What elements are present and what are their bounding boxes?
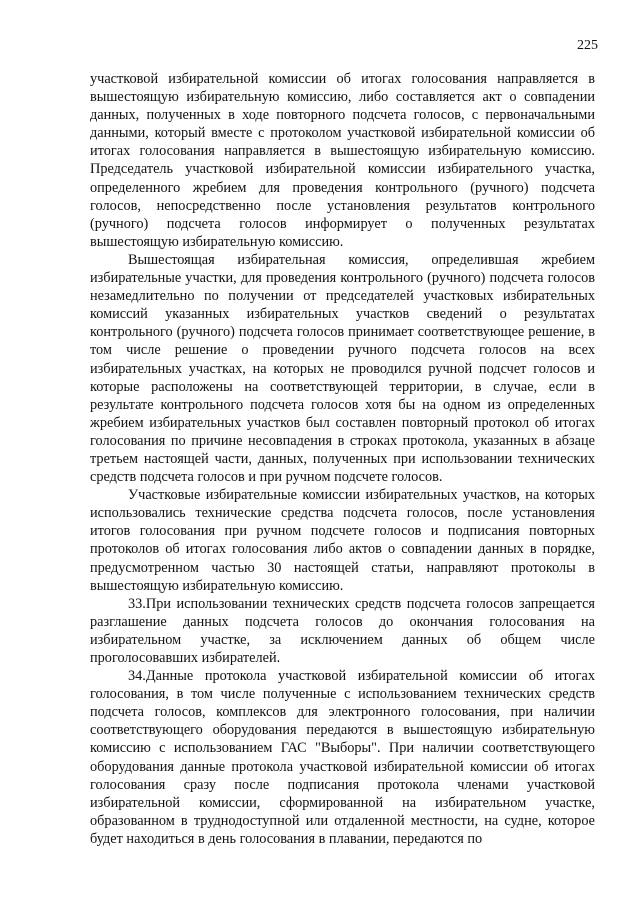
paragraph-higher-commission-decision: Вышестоящая избирательная комиссия, определившая жребием избирательные участки, для проведения контрольного (ручного) подсчета голосов незамедлительно по получении от председателей участковых избирательных комиссий указанных избирательных участков сведений о результатах контрольного (ручного) подсчета голосов принимает соответствующее решение, в том числе решение о проведении ручного подсчета голосов на всех избирательных участках, на которых не проводился ручной подсчет голосов и которые расположены на соответствующей территории, в случае, если в результате контрольного подсчета голосов хотя бы на одном из определенных жребием избирательных участков был составлен повторный протокол об итогах голосования по причине несовпадения в строках протокола, указанных в абзаце третьем настоящей части, данных, полученных при использовании технических средств подсчета голосов и при ручном подсчете голосов. <box>90 251 595 486</box>
paragraph-continuation: участковой избирательной комиссии об итогах голосования направляется в вышестоящую избирательную комиссию, либо составляется акт о совпадении данных, полученных в ходе повторного подсчета голосов, с первоначальными данными, который вместе с протоколом участковой избирательной комиссии об итогах голосования направляется в вышестоящую избирательную комиссию. Председатель участковой избирательной комиссии избирательного участка, определенного жребием для проведения контрольного (ручного) подсчета голосов, непосредственно после установления результатов контрольного (ручного) подсчета голосов информирует о полученных результатах вышестоящую избирательную комиссию. <box>90 71 595 250</box>
paragraph-clause-33: 33.При использовании технических средств подсчета голосов запрещается разглашение данных подсчета голосов до окончания голосования на избирательном участке, за исключением данных об общем числе проголосовавших избирателей. <box>90 595 595 666</box>
page-number: 225 <box>577 38 598 53</box>
paragraph-clause-34: 34.Данные протокола участковой избирательной комиссии об итогах голосования, в том числе полученные с использованием технических средств подсчета голосов, комплексов для электронного голосования, при наличии соответствующего оборудования передаются в вышестоящую избирательную комиссию с использованием ГАС "Выборы". При наличии соответствующего оборудования данные протокола участковой избирательной комиссии об итогах голосования сразу после подписания протокола членами участковой избирательной комиссии, сформированной на избирательном участке, образованном в труднодоступной или отдаленной местности, на судне, которое будет находиться в день голосования в плавании, передаются по <box>90 668 595 847</box>
paragraph-precinct-commissions: Участковые избирательные комиссии избирательных участков, на которых использовались технические средства подсчета голосов, после установления итогов голосования при ручном подсчете голосов и подписания повторных протоколов об итогах голосования либо актов о совпадении данных в порядке, предусмотренном частью 30 настоящей статьи, направляют протоколы в вышестоящую избирательную комиссию. <box>90 487 595 594</box>
document-body <box>90 70 595 848</box>
